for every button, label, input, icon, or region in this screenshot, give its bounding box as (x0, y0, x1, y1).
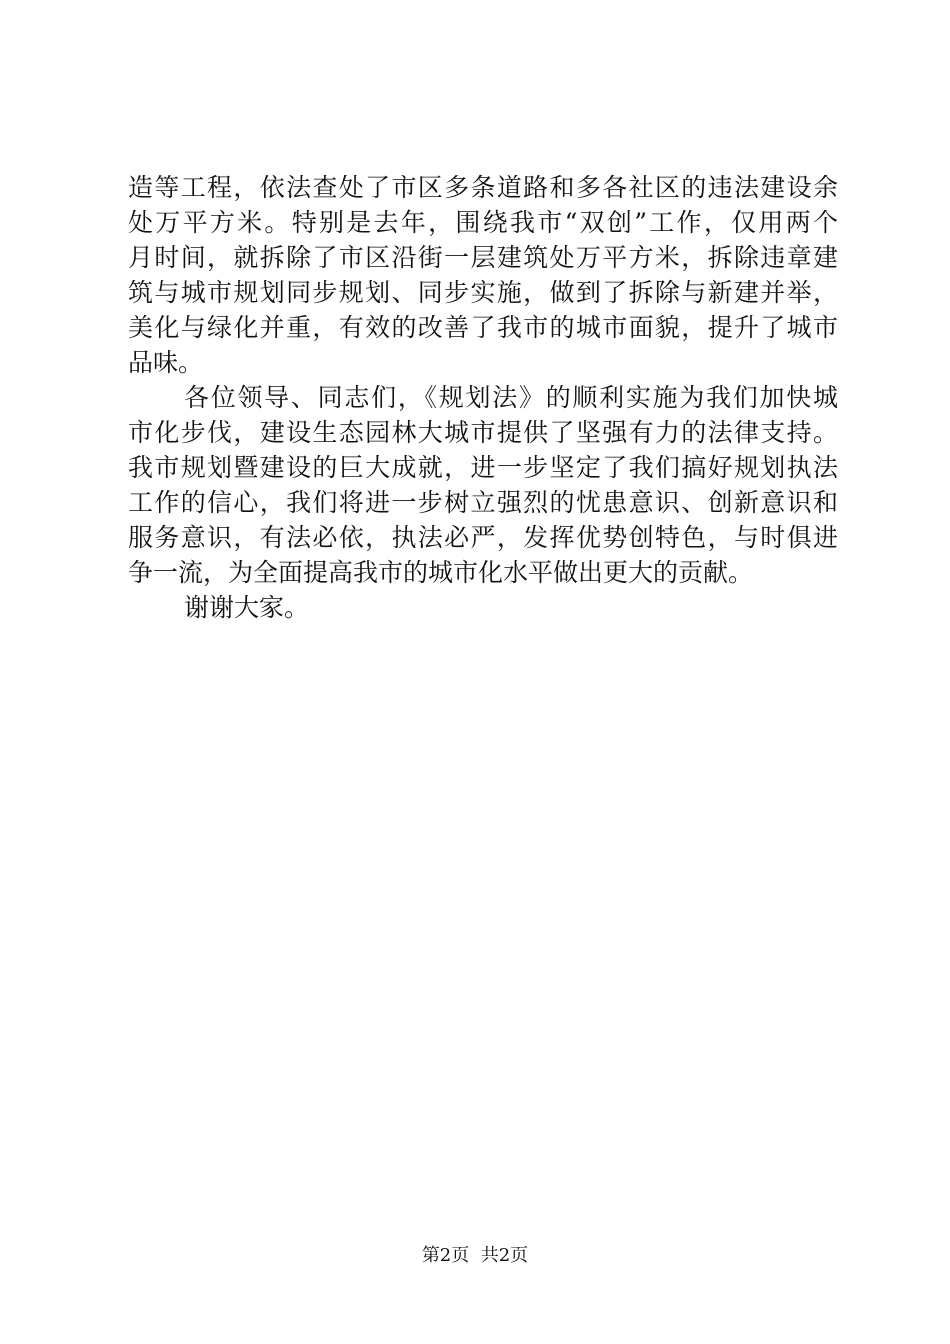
text-line: 品味。 (128, 348, 204, 377)
text-line: 服务意识，有法必依，执法必严，发挥优势创特色，与时俱进 (128, 523, 838, 552)
text-line: 各位领导、同志们，《规划法》的顺利实施为我们加快城 (184, 383, 838, 412)
text-line: 争一流，为全面提高我市的城市化水平做出更大的贡献。 (128, 558, 754, 587)
text-line: 处万平方米。特别是去年，围绕我市“双创”工作，仅用两个 (128, 208, 838, 237)
text-line: 市化步伐，建设生态园林大城市提供了坚强有力的法律支持。 (128, 418, 838, 447)
text-line: 我市规划暨建设的巨大成就，进一步坚定了我们搞好规划执法 (128, 453, 838, 482)
text-line: 谢谢大家。 (184, 593, 310, 622)
text-line: 造等工程，依法查处了市区多条道路和多各社区的违法建设余 (128, 173, 838, 202)
text-line: 工作的信心，我们将进一步树立强烈的忧患意识、创新意识和 (128, 488, 838, 517)
text-line: 美化与绿化并重，有效的改善了我市的城市面貌，提升了城市 (128, 313, 838, 342)
text-line: 月时间，就拆除了市区沿街一层建筑处万平方米，拆除违章建 (128, 243, 838, 272)
page-number-footer: 第2页 共2页 (421, 1245, 529, 1266)
body-text (128, 170, 838, 625)
text-line: 筑与城市规划同步规划、同步实施，做到了拆除与新建并举， (128, 278, 838, 307)
